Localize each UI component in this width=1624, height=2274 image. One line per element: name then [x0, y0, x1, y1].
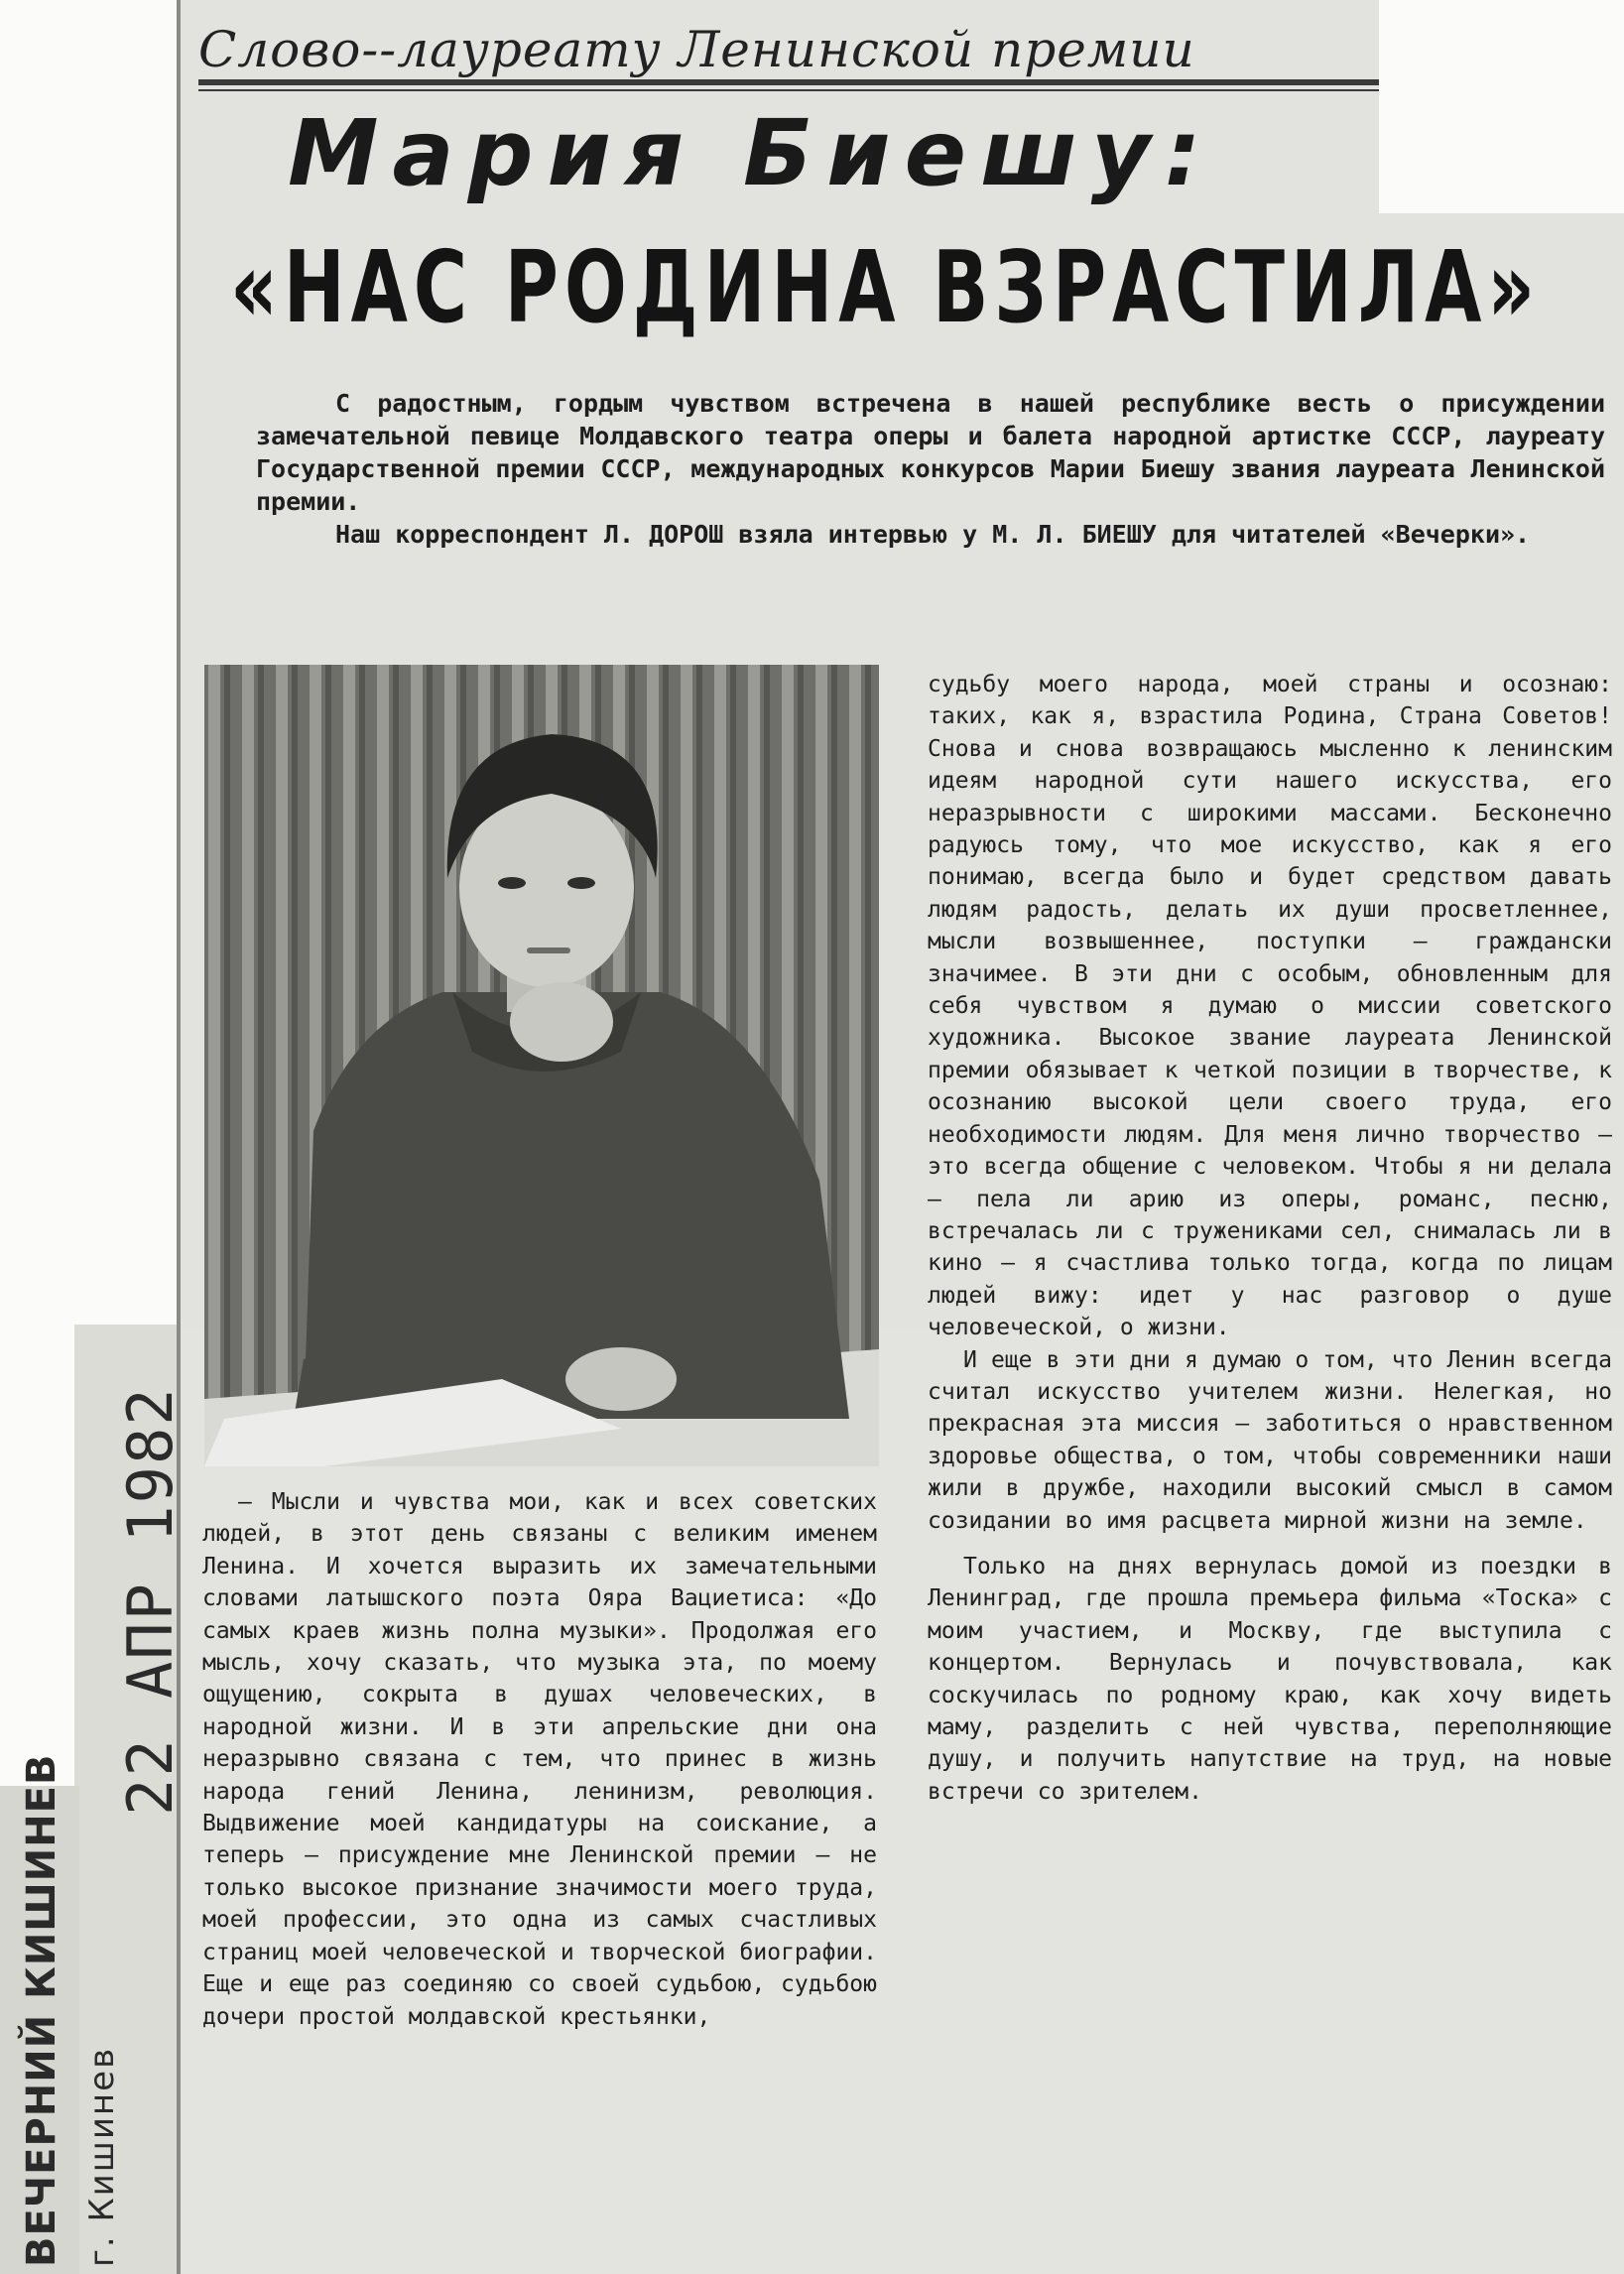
portrait-image	[204, 665, 879, 1466]
rubric-rule	[198, 79, 1379, 85]
clipping-edge	[177, 0, 181, 2274]
article-paragraph: И еще в эти дни я думаю о том, что Ленин всегда считал искусство учителем жизни. Нелегкая, но прекрасная эта миссия — заботиться о нравственном здоровье общества, о том, чтобы современники наши жили в дружбе, находили высокий смысл в самом созидании во имя расцвета мирной жизни на земле.	[928, 1346, 1612, 1534]
article-paragraph: Только на днях вернулась домой из поездки в Ленинград, где прошла премьера фильма «Тоска» с моим участием, и Москву, где выступила с концертом. Вернулась и почувствовала, как соскучилась по родному краю, как хочу видеть маму, разделить с ней чувства, переполняющие душу, и получить напутствие на труд, на новые встречи со зрителем.	[928, 1553, 1612, 1805]
article-column-left	[202, 1486, 877, 2033]
rubric: Слово--лауреату Ленинской премии	[198, 21, 1195, 78]
rubric-rule-thin	[198, 89, 1379, 91]
date-stamp: 22 АПР 1982	[114, 1386, 187, 1816]
article-paragraph: судьбу моего народа, моей страны и осознаю: таких, как я, взрастила Родина, Страна Советов! Снова и снова возвращаюсь мысленно к ленинским идеям народной сути нашего искусства, его неразрывности с широкими массами. Бесконечно радуюсь тому, что мое искусство, как я его понимаю, всегда было и будет средством давать людям радость, делать их души просветленнее, мысли возвышеннее, поступки — граждански значимее. В эти дни с особым, обновленным для себя чувством я думаю о миссии советского художника. Высокое звание лауреата Ленинской премии обязывает к четкой позиции в творчестве, к осознанию высокой цели своего труда, его необходимости людям. Для меня лично творчество — это всегда общение с человеком. Чтобы я ни делала — пела ли арию из оперы, романс, песню, встречалась ли с тружениками сел, снималась ли в кино — я счастлива только тогда, когда по лицам людей вижу: идет у нас разговор о душе человеческой, о жизни.	[928, 672, 1612, 1341]
newspaper-name-stamp: ВЕЧЕРНИЙ КИШИНЕВ	[19, 1753, 64, 2267]
portrait-photo	[204, 665, 879, 1466]
lead-paragraph: С радостным, гордым чувством встречена в нашей республике весть о присуждении замечательной певице Молдавского театра оперы и балета народной артистке СССР, лауреату Государственной премии СССР, международных конкурсов Марии Биешу звания лауреата Ленинской премии.	[256, 389, 1605, 516]
headline-quote: «НАС РОДИНА ВЗРАСТИЛА»	[230, 229, 1542, 345]
city-stamp: г. Кишинев	[82, 2046, 122, 2267]
lead-paragraph: Наш корреспондент Л. ДОРОШ взяла интервью у М. Л. БИЕШУ для читателей «Вечерки».	[335, 520, 1531, 549]
lead	[256, 387, 1605, 551]
headline-name: Мария Биешу:	[288, 100, 1215, 206]
article-column-right	[928, 669, 1612, 1808]
article-paragraph: — Мысли и чувства мои, как и всех советских людей, в этот день связаны с великим именем Ленина. И хочется выразить их замечательными словами латышского поэта Ояра Вациетиса: «До самых краев жизнь полна музыки». Продолжая его мысль, хочу сказать, что музыка эта, по моему ощущению, сокрыта в душах человеческих, в народной жизни. И в эти апрельские дни она неразрывно связана с тем, что принес в жизнь народа гений Ленина, ленинизм, революция. Выдвижение моей кандидатуры на соискание, а теперь — присуждение мне Ленинской премии — не только высокое признание значимости моего труда, моей профессии, это одна из самых счастливых страниц моей человеческой и творческой биографии. Еще и еще раз соединяю со своей судьбою, судьбою дочери простой молдавской крестьянки,	[202, 1489, 877, 2030]
clipping-notch	[1379, 0, 1624, 213]
